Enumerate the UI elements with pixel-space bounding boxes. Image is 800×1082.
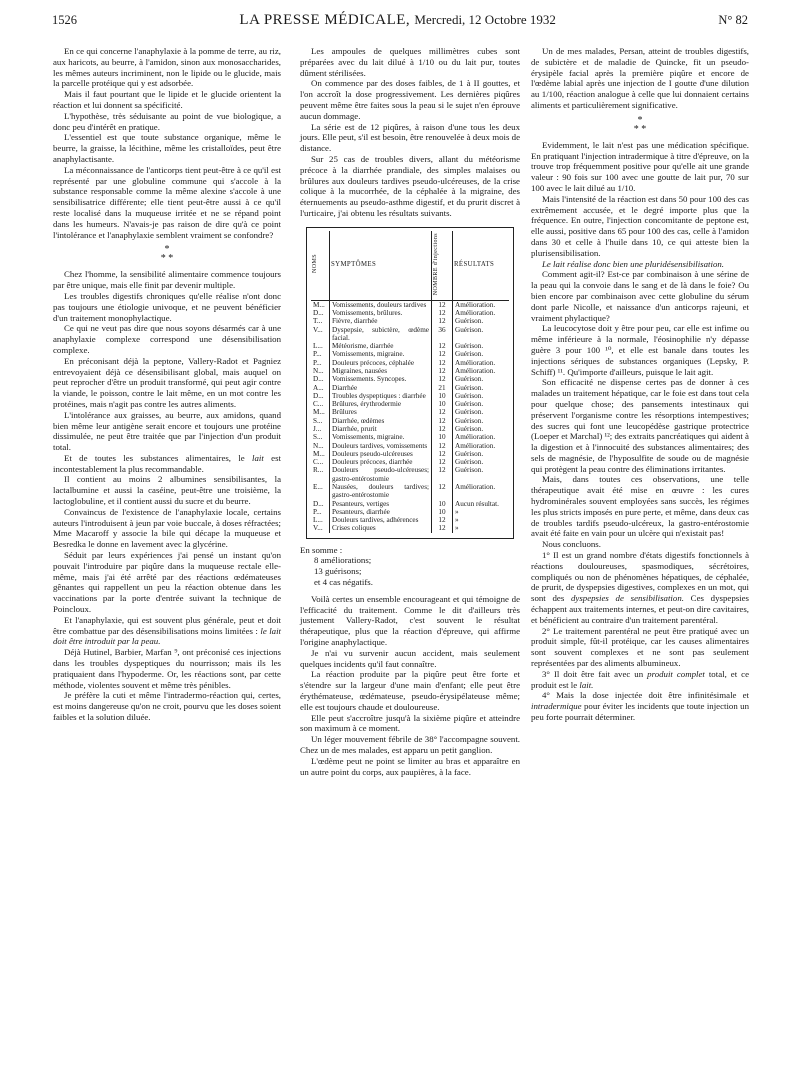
emphasis: le lait doit être introduit par la peau. <box>53 625 281 647</box>
symptoms-cell: Pesanteurs, diarrhée <box>330 508 432 516</box>
patient-name-cell: P... <box>311 359 330 367</box>
result-cell: Guérison. <box>455 458 484 467</box>
symptoms-cell: Crises coliques <box>330 524 432 532</box>
emphasis: lait. <box>579 679 594 690</box>
injection-count-cell: 10 <box>432 433 453 441</box>
injection-count-cell: 10 <box>432 500 453 508</box>
injection-count-cell: 12 <box>432 483 453 500</box>
issue-date: Mercredi, 12 Octobre 1932 <box>414 12 556 27</box>
result-cell: Guérison. <box>455 325 484 334</box>
table-row <box>311 342 509 350</box>
table-row <box>311 309 509 317</box>
result-cell: Guérison. <box>455 466 484 475</box>
table-row <box>311 350 509 358</box>
patient-name-cell: M... <box>311 450 330 458</box>
injection-count-cell: 21 <box>432 384 453 392</box>
patient-name-cell: V... <box>311 326 330 343</box>
table-row <box>311 466 509 483</box>
symptoms-cell: Douleurs précoces, céphalée <box>330 359 432 367</box>
result-cell: Guérison. <box>455 375 484 384</box>
header-names: NOMS <box>311 231 330 301</box>
result-cell: » <box>455 507 459 516</box>
patient-name-cell: P... <box>311 508 330 516</box>
paragraph <box>53 615 281 647</box>
paragraph: Voilà certes un ensemble encourageant et qui témoigne de l'efficacité du traitement. Comme le dit d'ailleurs très justement Vallery-Radot, c'est souvent le résultat thérapeutique, plus que la réaction d'épreuve, qui affirme l'origine anaphylactique. <box>300 593 520 647</box>
paragraph: L'hypothèse, très séduisante au point de vue biologique, a donc peu d'intérêt en pratique. <box>53 110 281 132</box>
text-run: total, et ce produit est le <box>531 668 749 690</box>
table-header-row <box>311 231 509 301</box>
injection-count-cell: 12 <box>432 417 453 425</box>
table-row <box>311 433 509 441</box>
header-count: NOMBRE d'injections <box>432 231 453 301</box>
patient-name-cell: J... <box>311 425 330 433</box>
injection-count-cell: 12 <box>432 350 453 358</box>
paragraph: Son efficacité ne dispense certes pas de donner à ces malades un traitement hépatique, car le foie est dans tout cela pour quelque chose; des pansements intestinaux qui préservent l'organisme contre les résorptions intempestives; des sucres qui font une leucopédèse gastrique protectrice (Loeper et Marchal) ¹²; des extraits pancréatiques qui aident à la digestion et à l'innocuité des substances alimentaires; des sels de magnésie, de l'hyposulfite de soude ou de magnésie qui protègent la peau contre des éliminations irritantes. <box>531 377 749 474</box>
results-table <box>311 231 509 533</box>
patient-name-cell: S... <box>311 433 330 441</box>
patient-name-cell: D... <box>311 500 330 508</box>
symptoms-cell: Douleurs pseudo-ulcéreuses <box>330 450 432 458</box>
emphasis: produit complet <box>647 668 705 679</box>
injection-count-cell: 12 <box>432 300 453 309</box>
symptoms-cell: Douleurs précoces, diarrhée <box>330 458 432 466</box>
result-cell: » <box>455 516 459 525</box>
text-run: Ces dyspepsies échappent aux traitements internes, et peut-on dire cavitaires, et bénéficient au contraire d'un traitement parentéral. <box>531 593 750 625</box>
patient-name-cell: C... <box>311 458 330 466</box>
injection-count-cell: 12 <box>432 450 453 458</box>
table-row <box>311 367 509 375</box>
summary-item: 8 améliorations; <box>314 555 372 566</box>
paragraph: Séduit par leurs expériences j'ai pensé un instant qu'on pouvait l'introduire par piqûre dans la muqueuse rectale elle-même, mais j'ai été arrêté par des réactions œdémateuses gênantes qui rappellent un peu la réaction obtenue dans les vaccinations par la porte d'entrée suivant la technique de Poincloux. <box>53 550 281 615</box>
paragraph: Je n'ai vu survenir aucun accident, mais seulement quelques incidents qu'il faut connaître. <box>300 647 520 669</box>
text-run: Et l'anaphylaxie, qui est souvent plus générale, peut et doit être combattue par des désensibilisations moins limitées : <box>53 614 281 636</box>
emphasis: intradermique <box>531 701 582 712</box>
injection-count-cell: 12 <box>432 375 453 383</box>
injection-count-cell: 12 <box>432 408 453 416</box>
injection-count-cell: 12 <box>432 524 453 532</box>
text-run: pour éviter les incidents que toute injection un peu forte pourrait déterminer. <box>531 701 749 723</box>
patient-name-cell: T... <box>311 317 330 325</box>
result-cell: Guérison. <box>455 416 484 425</box>
table-row <box>311 450 509 458</box>
result-cell: Amélioration. <box>455 482 496 491</box>
symptoms-cell: Nausées, douleurs tardives; gastro-entérostomie <box>330 483 432 500</box>
paragraph: Mais, dans toutes ces observations, une telle thérapeutique avait été mise en œuvre : les cures hydrominérales souvent employées sans succès, les régimes les plus stricts imposés en pure perte, et même, dans deux cas de troubles tardifs pseudo-ulcéreux, la gastro-entérostomie avait été faite en vain pour un ulcère qui n'existait pas! <box>531 474 749 539</box>
paragraph <box>531 550 749 626</box>
text-run: 3° Il doit être fait avec un <box>542 668 648 679</box>
injection-count-cell: 12 <box>432 442 453 450</box>
table-row <box>311 524 509 532</box>
text-run: 4° Mais la dose injectée doit être infinitésimale et <box>542 690 749 701</box>
paragraph: Les ampoules de quelques millimètres cubes sont préparées avec du lait dilué à 1/10 ou du lait pur, toutes dûment stérilisées. <box>300 46 520 78</box>
table-row <box>311 458 509 466</box>
symptoms-cell: Vomissements, migraine. <box>330 350 432 358</box>
table-row <box>311 359 509 367</box>
result-cell: Amélioration. <box>455 300 496 309</box>
table-row <box>311 483 509 500</box>
paragraph: En ce qui concerne l'anaphylaxie à la pomme de terre, au riz, aux haricots, au beurre, à l'amidon, sinon aux monosaccharides, les mêmes auteurs incriminent, non le lipide ou le glucide, mais la parcelle protéique qui y est adsorbée. <box>53 46 281 89</box>
paragraph: Un de mes malades, Persan, atteint de troubles digestifs, de subictère et de maladie de Quincke, fit un pseudo-érysipèle facial après la première piqûre et encore de l'œdème labial après une injection de I goutte d'une dilution au 1/100, réaction analogue à celle que lui donnaient certains aliments et particulièrement significative. <box>531 46 749 110</box>
patient-name-cell: D... <box>311 375 330 383</box>
result-cell: Amélioration. <box>455 433 496 442</box>
patient-name-cell: N... <box>311 442 330 450</box>
paragraph: On commence par des doses faibles, de 1 à II gouttes, et l'on accroît la dose progressivement. Les dernières piqûres peuvent même être faites sous la peau si le sujet n'en éprouve aucun dommage. <box>300 78 520 121</box>
injection-count-cell: 12 <box>432 466 453 483</box>
result-cell: Guérison. <box>455 383 484 392</box>
paragraph <box>53 453 281 475</box>
injection-count-cell: 10 <box>432 400 453 408</box>
emphasis: dyspepsies de sensibilisation. <box>571 593 684 604</box>
symptoms-cell: Diarrhée, prurit <box>330 425 432 433</box>
injection-count-cell: 12 <box>432 458 453 466</box>
table-row <box>311 317 509 325</box>
paragraph: L'œdème peut ne point se limiter au bras et apparaître en un autre point du corps, aux paupières, à la face. <box>300 755 520 777</box>
table-row <box>311 375 509 383</box>
text-run: Et de toutes les substances alimentaires, le <box>64 452 253 463</box>
header-results: RÉSULTATS <box>453 231 510 301</box>
injection-count-cell: 12 <box>432 516 453 524</box>
symptoms-cell: Douleurs pseudo-ulcéreuses; gastro-entérostomie <box>330 466 432 483</box>
paragraph: Evidemment, le lait n'est pas une médication spécifique. En pratiquant l'injection intradermique à titre d'épreuve, on la trouve trop fréquemment positive pour qu'elle ait une grande valeur : 90 fois sur 100 avec une goutte de lait pur, 70 sur 100 avec le lait dilué au 1/10. <box>531 139 749 193</box>
section-separator: * * * <box>160 244 174 265</box>
symptoms-cell: Douleurs tardives, adhérences <box>330 516 432 524</box>
journal-title <box>239 12 556 29</box>
summary-title: En somme : <box>300 544 343 555</box>
patient-name-cell: L... <box>311 342 330 350</box>
patient-name-cell: D... <box>311 392 330 400</box>
symptoms-cell: Vomissements. Syncopes. <box>330 375 432 383</box>
paragraph <box>531 669 749 691</box>
paragraph: La série est de 12 piqûres, à raison d'une tous les deux jours. Elle peut, s'il est besoin, être renouvelée à deux mois de distance. <box>300 121 520 154</box>
paragraph: Mais l'intensité de la réaction est dans 50 pour 100 des cas extrêmement accusée, et le degré importe plus que la fréquence. En outre, l'injection concomitante de peptone est, elle aussi, positive dans 65 pour 100 des cas, celle à l'amidon dans 30 et celle à l'huile dans 10, ce qui atteste bien la plurisensibilisation. <box>531 193 749 258</box>
paragraph: Le lait réalise donc bien une pluridésensibilisation. <box>542 258 725 269</box>
result-cell: Guérison. <box>455 350 484 359</box>
paragraph: Un léger mouvement fébrile de 38° l'accompagne souvent. Chez un de mes malades, est apparu un petit ganglion. <box>300 734 520 755</box>
patient-name-cell: P... <box>311 350 330 358</box>
injection-count-cell: 12 <box>432 425 453 433</box>
result-cell: Guérison. <box>455 317 484 326</box>
injection-count-cell: 12 <box>432 342 453 350</box>
column-3 <box>531 46 749 723</box>
paragraph: 2° Le traitement parentéral ne peut être pratiqué avec un produit simple, fût-il protéique, car les causes alimentaires sont souvent complexes et ne sont pas seulement représentées par des aliments albumineux. <box>531 625 749 669</box>
result-cell: Guérison. <box>455 424 484 433</box>
symptoms-cell: Vomissements, douleurs tardives <box>330 300 432 309</box>
symptoms-cell: Diarrhée, œdèmes <box>330 417 432 425</box>
patient-name-cell: N... <box>311 367 330 375</box>
paragraph: La réaction produite par la piqûre peut être forte et s'étendre sur la largeur d'une main d'enfant; elle peut être érythémateuse, œdémateuse, pseudo-érysipélateuse même; elle est toujours chaude et douloureuse. <box>300 669 520 712</box>
injection-count-cell: 10 <box>432 508 453 516</box>
patient-name-cell: A... <box>311 384 330 392</box>
symptoms-cell: Diarrhée <box>330 384 432 392</box>
result-cell: Guérison. <box>455 400 484 409</box>
result-cell: Guérison. <box>455 449 484 458</box>
paragraph: Convaincus de l'existence de l'anaphylaxie locale, certains auteurs l'introduisent à jeun par voie buccale, à doses réfractées; Mme Macaroff y associe la bile qui décape la muqueuse et Besredka le donne en lavement avec la glycérine. <box>53 506 281 550</box>
symptoms-cell: Fièvre, diarrhée <box>330 317 432 325</box>
patient-name-cell: E... <box>311 483 330 500</box>
patient-name-cell: L... <box>311 516 330 524</box>
column-2 <box>300 46 520 777</box>
header-symptoms: SYMPTÔMES <box>330 231 432 301</box>
paragraph: Déjà Hutinel, Barbier, Marfan ⁹, ont préconisé ces injections dans les troubles dyspeptiques du nourrisson; mais ils les pratiquaient dans l'hypoderme. Or, les réactions sont, par cette méthode, violentes souvent et même très pénibles. <box>53 647 281 690</box>
table-row <box>311 516 509 524</box>
paragraph: Elle peut s'accroître jusqu'à la sixième piqûre et atteindre son maximum à ce moment. <box>300 712 520 734</box>
table-row <box>311 442 509 450</box>
symptoms-cell: Douleurs tardives, vomissements <box>330 442 432 450</box>
text-run: est incontestablement la plus recommandable. <box>53 452 281 474</box>
injection-count-cell: 12 <box>432 367 453 375</box>
table-body <box>311 300 509 532</box>
table-row <box>311 384 509 392</box>
page-number: 1526 <box>52 13 77 27</box>
column-1 <box>53 46 281 723</box>
patient-name-cell: M... <box>311 408 330 416</box>
result-cell: » <box>455 524 459 533</box>
paragraph: L'intolérance aux graisses, au beurre, aux amidons, quand bien même leur antigène serait encore et toujours une protéine dissimulée, ne peut être traitée que par l'injection d'un produit total. <box>53 409 281 453</box>
paragraph: La leucocytose doit y être pour peu, car elle est infime ou même inférieure à la normale, l'éosinophilie n'y dépasse guère 3 pour 100 ¹⁰, et elle est banale dans toutes les injections sériques de substances organiques (Lepsky, P. Schiff) ¹¹. Qu'importe d'ailleurs, puisque le lait agit. <box>531 323 749 377</box>
table-row <box>311 417 509 425</box>
paragraph: Comment agit-il? Est-ce par combinaison à une sérine de la peau qui la convoie dans le sang et de là dans le foie? Ou bien encore par combinaison avec cette globuline du sérum dont parle Nicolle, et naissance d'un anticorps rajeuni, et vraiment phylactique? <box>531 269 749 323</box>
symptoms-cell: Vomissements, migraine. <box>330 433 432 441</box>
symptoms-cell: Dyspepsie, subictère, œdème facial. <box>330 326 432 343</box>
table-row <box>311 408 509 416</box>
table-row <box>311 400 509 408</box>
summary-item: 13 guérisons; <box>314 566 362 577</box>
result-cell: Aucun résultat. <box>455 499 499 508</box>
table-row <box>311 425 509 433</box>
patient-name-cell: M... <box>311 300 330 309</box>
paragraph: Sur 25 cas de troubles divers, allant du météorisme précoce à la diarrhée prandiale, des simples malaises ou brûlures aux douleurs tardives pseudo-ulcéreuses, de la crise colique à la mucorrhée, de la céphalée à la migraine, des éternuements au pseudo-asthme digestif, et du prurit discret à l'urticaire, j'ai obtenu les résultats suivants. <box>300 153 520 218</box>
text-run: 1° Il est un grand nombre d'états digestifs fonctionnels à réactions douloureuses, spasmodiques, sécrétoires, compliqués ou non de phénomènes hépatiques, de céphalée, de prurit, de dyspepsies digestives, complexes en un mot, qui sont des <box>531 550 749 604</box>
paragraph: Ce qui ne veut pas dire que nous soyons désarmés car à une anaphylaxie complexe correspond une désensibilisation complexe. <box>53 323 281 355</box>
result-cell: Amélioration. <box>455 441 496 450</box>
paragraph: Chez l'homme, la sensibilité alimentaire commence toujours par être unique, mais elle finit par devenir multiple. <box>53 269 281 291</box>
result-cell: Guérison. <box>455 391 484 400</box>
patient-name-cell: D... <box>311 309 330 317</box>
injection-count-cell: 36 <box>432 326 453 343</box>
symptoms-cell: Brûlures <box>330 408 432 416</box>
section-separator: * * * <box>633 114 647 135</box>
paragraph: Il contient au moins 2 albumines sensibilisantes, la lactalbumine et aussi la caséine, peut-être une troisième, la lactoglobuline, et il contient aussi du sucre et du beurre. <box>53 474 281 507</box>
table-row <box>311 392 509 400</box>
result-cell: Guérison. <box>455 342 484 351</box>
symptoms-cell: Météorisme, diarrhée <box>330 342 432 350</box>
paragraph: Les troubles digestifs chroniques qu'elle réalise n'ont donc pas toujours une étiologie univoque, et ne peuvent bénéficier d'un traitement monophylactique. <box>53 290 281 323</box>
table-row <box>311 326 509 343</box>
result-cell: Guérison. <box>455 408 484 417</box>
symptoms-cell: Brûlures, érythrodermie <box>330 400 432 408</box>
patient-name-cell: V... <box>311 524 330 532</box>
results-table-frame <box>306 227 514 539</box>
page-header <box>52 12 748 34</box>
summary <box>300 545 520 588</box>
paragraph: Nous concluons. <box>542 539 601 550</box>
patient-name-cell: R... <box>311 466 330 483</box>
symptoms-cell: Pesanteurs, vertiges <box>330 500 432 508</box>
journal-name: LA PRESSE MÉDICALE, <box>239 12 411 28</box>
table-row <box>311 300 509 309</box>
paragraph: Mais il faut pourtant que le lipide et le glucide orientent la réaction et lui donnent sa spécificité. <box>53 89 281 110</box>
symptoms-cell: Migraines, nausées <box>330 367 432 375</box>
paragraph: L'essentiel est que toute substance organique, même le beurre, la graisse, la lécithine, même les cristalloïdes, peut être anaphylactisante. <box>53 132 281 164</box>
paragraph: Je préfère la cuti et même l'intradermo-réaction qui, certes, est moins dangereuse qu'on ne croit, pourvu que les doses soient faibles et la solution diluée. <box>53 690 281 723</box>
table-row <box>311 508 509 516</box>
paragraph: La méconnaissance de l'anticorps tient peut-être à ce qu'il est représenté par une globuline commune qui s'accole à la substance responsable comme la même alexine s'accole à une sensibilisatrice différente; elle tient peut-être aussi à ce qu'il reste localisé dans la muqueuse irritée et ne se répand point dans les humeurs. N'avais-je pas raison de dire qu'à ce point l'intolérance et l'anaphylaxie semblent vraiment se confondre? <box>53 164 281 240</box>
emphasis: lait <box>252 452 264 463</box>
issue-number: N° 82 <box>718 13 748 27</box>
symptoms-cell: Troubles dyspeptiques : diarrhée <box>330 392 432 400</box>
patient-name-cell: C... <box>311 400 330 408</box>
injection-count-cell: 12 <box>432 359 453 367</box>
symptoms-cell: Vomissements, brûlures. <box>330 309 432 317</box>
patient-name-cell: S... <box>311 417 330 425</box>
table-row <box>311 500 509 508</box>
injection-count-cell: 12 <box>432 317 453 325</box>
result-cell: Amélioration. <box>455 309 496 318</box>
result-cell: Amélioration. <box>455 367 496 375</box>
result-cell: Amélioration. <box>455 358 496 367</box>
injection-count-cell: 10 <box>432 392 453 400</box>
injection-count-cell: 12 <box>432 309 453 317</box>
paragraph: En préconisant déjà la peptone, Vallery-Radot et Pagniez entrevoyaient déjà ce désensibilisant global, mais auquel on peut reprocher d'être un produit transformé, qui peut agir contre la viande, le poisson, contre le lait même, en un mot contre les protéines, mais n'agit pas contre les autres aliments. <box>53 355 281 409</box>
paragraph <box>531 690 749 722</box>
summary-item: et 4 cas négatifs. <box>314 577 373 588</box>
